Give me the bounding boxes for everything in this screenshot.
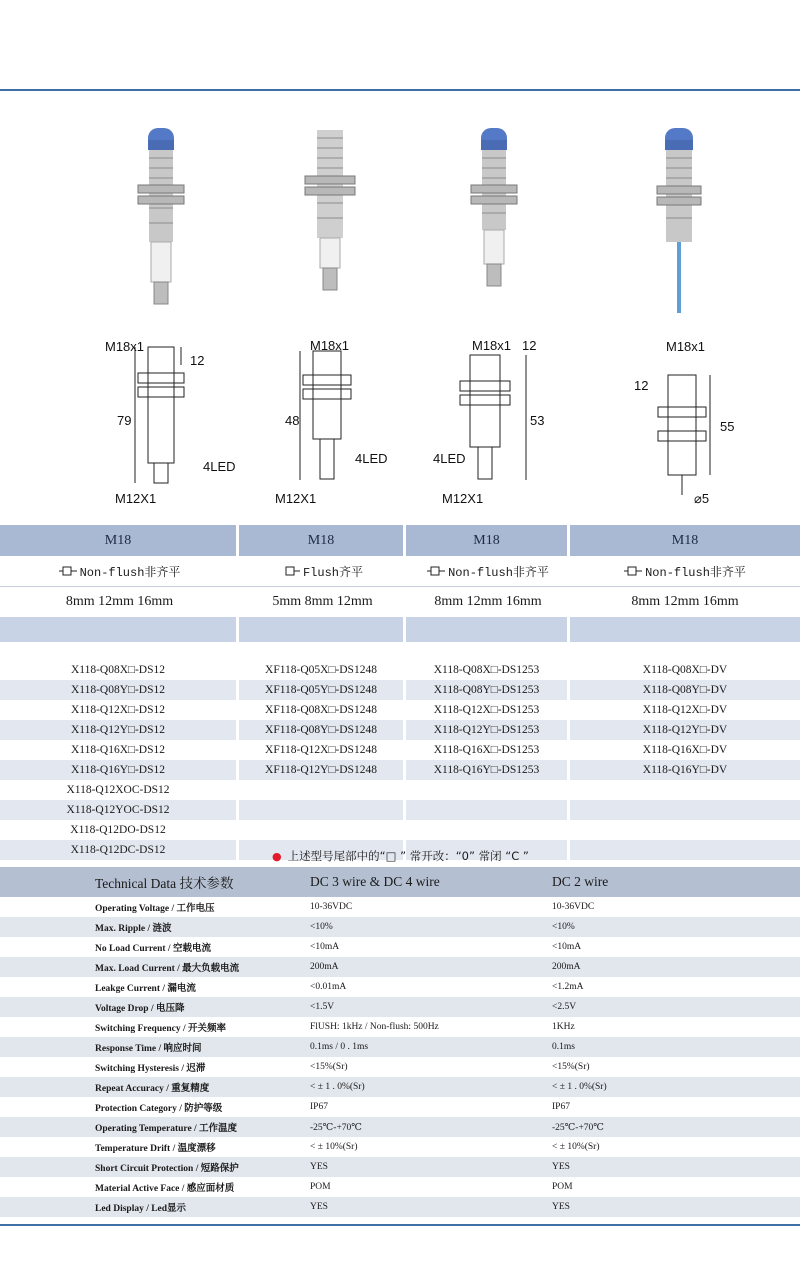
mount-type-cell [239, 556, 406, 587]
dim-top-label: 12 [190, 353, 205, 368]
dim-thread-label: M18x1 [666, 339, 706, 354]
size-cell: M18 [570, 525, 800, 556]
model-selection-table [0, 525, 800, 860]
tech-param-cell: Operating Temperature / 工作温度 [95, 1124, 238, 1134]
model-cell [570, 820, 800, 840]
blank-band-row [0, 617, 800, 642]
model-cell: X118-Q08X□-DV [642, 664, 728, 676]
blank-cell [406, 617, 570, 642]
model-row [0, 800, 800, 820]
technical-data-table [0, 867, 800, 1217]
tech-row [0, 1177, 800, 1197]
model-row [0, 780, 800, 800]
size-cell: M18 [406, 525, 570, 556]
tech-value-cell: <10mA [552, 942, 582, 952]
model-cell: X118-Q12Y□-DS12 [0, 720, 239, 740]
tech-value-cell: FlUSH: 1kHz / Non-flush: 500Hz [310, 1022, 439, 1032]
tech-row [0, 1157, 800, 1177]
tech-value-cell: YES [310, 1202, 328, 1212]
blank-cell [0, 617, 239, 642]
blank-cell [239, 617, 406, 642]
dim-length-label: 79 [117, 413, 132, 428]
range-cell: 8mm 12mm 16mm [406, 587, 570, 617]
tech-rows [0, 897, 800, 1217]
bottom-divider [0, 1224, 800, 1226]
range-row [0, 587, 800, 617]
mount-type-cell [0, 556, 239, 587]
tech-row [0, 917, 800, 937]
bullet-icon: ● [272, 850, 282, 863]
tech-value-cell: <15%(Sr) [552, 1062, 590, 1072]
flush-symbol-icon [282, 565, 300, 577]
nonflush-symbol-icon [624, 565, 642, 577]
tech-param-cell: Temperature Drift / 温度漂移 [95, 1144, 216, 1154]
tech-value-cell: IP67 [310, 1102, 328, 1112]
mount-type-cell [406, 556, 570, 587]
tech-value-cell: < ± 1 . 0%(Sr) [552, 1082, 607, 1092]
model-cell: X118-Q12X□-DS1253 [406, 700, 570, 720]
mount-type-label: Non-flush非齐平 [645, 565, 746, 580]
tech-param-cell: Voltage Drop / 电压降 [95, 1004, 185, 1014]
tech-row [0, 1097, 800, 1117]
model-cell: X118-Q12Y□-DS1253 [406, 720, 570, 740]
tech-header-cell: Technical Data 技术参数 [95, 876, 234, 891]
range-cell: 8mm 12mm 16mm [570, 587, 800, 617]
dim-led-label: 4LED [355, 451, 388, 466]
model-cell: XF118-Q05X□-DS1248 [239, 660, 406, 680]
model-cell: X118-Q08Y□-DS12 [0, 680, 239, 700]
model-cell [239, 820, 406, 840]
size-cell: M18 [0, 525, 239, 556]
tech-param-cell: Repeat Accuracy / 重复精度 [95, 1084, 210, 1094]
dim-thread-label: M18x1 [472, 338, 512, 353]
model-row [0, 700, 800, 720]
dim-connector-label: M12X1 [115, 491, 157, 506]
dimension-drawing-3 [430, 335, 620, 515]
tech-value-cell: <2.5V [552, 1002, 577, 1012]
model-cell: X118-Q08X□-DS1253 [406, 660, 570, 680]
tech-value-cell: IP67 [552, 1102, 570, 1112]
model-cell [570, 840, 800, 860]
tech-value-cell: 0.1ms / 0 . 1ms [310, 1042, 369, 1052]
model-cell [239, 780, 406, 800]
model-cell: X118-Q12YOC-DS12 [0, 800, 239, 820]
mount-type-row [0, 556, 800, 587]
tech-param-cell: Response Time / 响应时间 [95, 1044, 202, 1054]
dim-top-label: 12 [634, 378, 649, 393]
dimension-drawing-2 [250, 335, 440, 515]
tech-value-cell: 10-36VDC [552, 902, 595, 912]
dim-top-label: 12 [522, 338, 537, 353]
tech-value-cell: <10% [310, 922, 333, 932]
dim-connector-label: M12X1 [275, 491, 317, 506]
model-cell: X118-Q08Y□-DS1253 [406, 680, 570, 700]
suffix-note [272, 848, 529, 864]
tech-row [0, 1117, 800, 1137]
tech-value-cell: < ± 10%(Sr) [552, 1142, 600, 1152]
tech-value-cell: POM [552, 1182, 573, 1192]
model-cell: XF118-Q12Y□-DS1248 [239, 760, 406, 780]
tech-value-cell: 0.1ms [552, 1042, 575, 1052]
tech-row [0, 957, 800, 977]
tech-value-cell: 1KHz [552, 1022, 575, 1032]
tech-param-cell: Leakge Current / 漏电流 [95, 984, 196, 994]
model-row [0, 660, 800, 680]
range-cell: 5mm 8mm 12mm [239, 587, 406, 617]
tech-value-cell: YES [552, 1202, 570, 1212]
model-rows [0, 642, 800, 860]
tech-value-cell: < ± 1 . 0%(Sr) [310, 1082, 365, 1092]
model-cell: X118-Q12DO-DS12 [0, 820, 239, 840]
model-cell [570, 780, 800, 800]
model-cell: XF118-Q05Y□-DS1248 [239, 680, 406, 700]
model-cell [570, 800, 800, 820]
mount-type-label: Non-flush非齐平 [448, 565, 549, 580]
model-cell: X118-Q12Y□-DV [570, 720, 800, 740]
tech-value-cell: YES [310, 1162, 328, 1172]
model-cell: X118-Q12XOC-DS12 [0, 780, 239, 800]
model-cell: X118-Q12X□-DS12 [0, 700, 239, 720]
tech-value-cell: <15%(Sr) [310, 1062, 348, 1072]
tech-param-cell: Switching Hysteresis / 迟滞 [95, 1064, 206, 1074]
tech-row [0, 997, 800, 1017]
model-cell: X118-Q16Y□-DS12 [0, 760, 239, 780]
dim-length-label: 55 [720, 419, 735, 434]
dimension-drawing-4 [610, 335, 800, 515]
dim-cable-label: ⌀5 [694, 491, 710, 506]
tech-row [0, 1197, 800, 1217]
model-cell: X118-Q16X□-DS1253 [406, 740, 570, 760]
tech-param-cell: Material Active Face / 感应面材质 [95, 1184, 235, 1194]
mount-type-cell [570, 556, 800, 587]
tech-row [0, 1037, 800, 1057]
tech-param-cell: Short Circuit Protection / 短路保护 [95, 1164, 239, 1174]
model-row [0, 820, 800, 840]
nonflush-symbol-icon [59, 565, 77, 577]
model-cell [406, 820, 570, 840]
dim-length-label: 53 [530, 413, 545, 428]
tech-value-cell: POM [310, 1182, 331, 1192]
tech-row [0, 1077, 800, 1097]
tech-row [0, 977, 800, 997]
tech-value-cell: <1.5V [310, 1002, 335, 1012]
top-divider [0, 89, 800, 91]
size-header-row [0, 525, 800, 556]
model-cell: X118-Q08X□-DS12 [0, 660, 239, 680]
tech-value-cell: 200mA [552, 962, 581, 972]
mount-type-label: Non-flush非齐平 [79, 565, 181, 580]
model-cell: XF118-Q08X□-DS1248 [239, 700, 406, 720]
tech-row [0, 937, 800, 957]
model-cell: X118-Q16X□-DV [642, 744, 728, 756]
sensor-photo-2 [299, 128, 359, 313]
model-cell [406, 780, 570, 800]
tech-param-cell: Switching Frequency / 开关频率 [95, 1024, 226, 1034]
dim-led-label: 4LED [203, 459, 236, 474]
tech-param-cell: Operating Voltage / 工作电压 [95, 904, 215, 914]
tech-param-cell: Max. Ripple / 涟波 [95, 924, 172, 934]
model-row [0, 760, 800, 780]
model-cell: X118-Q08Y□-DV [570, 680, 800, 700]
model-cell: X118-Q16Y□-DS1253 [406, 760, 570, 780]
tech-value-cell: -25℃-+70℃ [552, 1122, 604, 1133]
tech-header-row [0, 867, 800, 897]
tech-param-cell: Max. Load Current / 最大负载电流 [95, 964, 240, 974]
model-cell: X118-Q16X□-DS12 [0, 740, 239, 760]
model-row [0, 720, 800, 740]
sensor-photo-4 [655, 128, 715, 313]
model-cell: XF118-Q12X□-DS1248 [239, 740, 406, 760]
model-row [0, 680, 800, 700]
tech-value-cell: 10-36VDC [310, 902, 353, 912]
model-cell: XF118-Q08Y□-DS1248 [239, 720, 406, 740]
tech-value-cell: <10% [552, 922, 575, 932]
suffix-note-text: 上述型号尾部中的“□ ” 常开改：“0” 常闭 “C ” [287, 849, 529, 863]
tech-value-cell: <0.01mA [310, 982, 347, 992]
dim-connector-label: M12X1 [442, 491, 484, 506]
dim-thread-label: M18x1 [105, 339, 145, 354]
tech-header-cell: DC 3 wire & DC 4 wire [310, 874, 440, 889]
range-cell: 8mm 12mm 16mm [0, 587, 239, 617]
model-cell: X118-Q12DC-DS12 [0, 840, 239, 860]
size-cell: M18 [239, 525, 406, 556]
tech-value-cell: < ± 10%(Sr) [310, 1142, 358, 1152]
blank-cell [570, 617, 800, 642]
tech-header-cell: DC 2 wire [552, 874, 609, 889]
tech-value-cell: <10mA [310, 942, 340, 952]
tech-param-cell: Protection Category / 防护等级 [95, 1104, 223, 1114]
model-cell [406, 800, 570, 820]
nonflush-symbol-icon [427, 565, 445, 577]
tech-param-cell: No Load Current / 空载电流 [95, 944, 211, 954]
tech-value-cell: 200mA [310, 962, 339, 972]
tech-row [0, 1057, 800, 1077]
model-cell: X118-Q12X□-DV [642, 704, 728, 716]
dim-thread-label: M18x1 [310, 338, 350, 353]
model-cell: X118-Q16Y□-DV [570, 760, 800, 780]
model-row [0, 740, 800, 760]
tech-row [0, 1137, 800, 1157]
tech-row [0, 897, 800, 917]
tech-row [0, 1017, 800, 1037]
sensor-photo-3 [463, 128, 523, 313]
dim-length-label: 48 [285, 413, 300, 428]
model-cell [239, 800, 406, 820]
tech-value-cell: YES [552, 1162, 570, 1172]
mount-type-label: Flush齐平 [302, 565, 363, 580]
tech-param-cell: Led Display / Led显示 [95, 1204, 187, 1214]
dim-led-label: 4LED [433, 451, 466, 466]
tech-value-cell: <1.2mA [552, 982, 584, 992]
sensor-photo-1 [130, 128, 190, 313]
tech-value-cell: -25℃-+70℃ [310, 1122, 362, 1133]
